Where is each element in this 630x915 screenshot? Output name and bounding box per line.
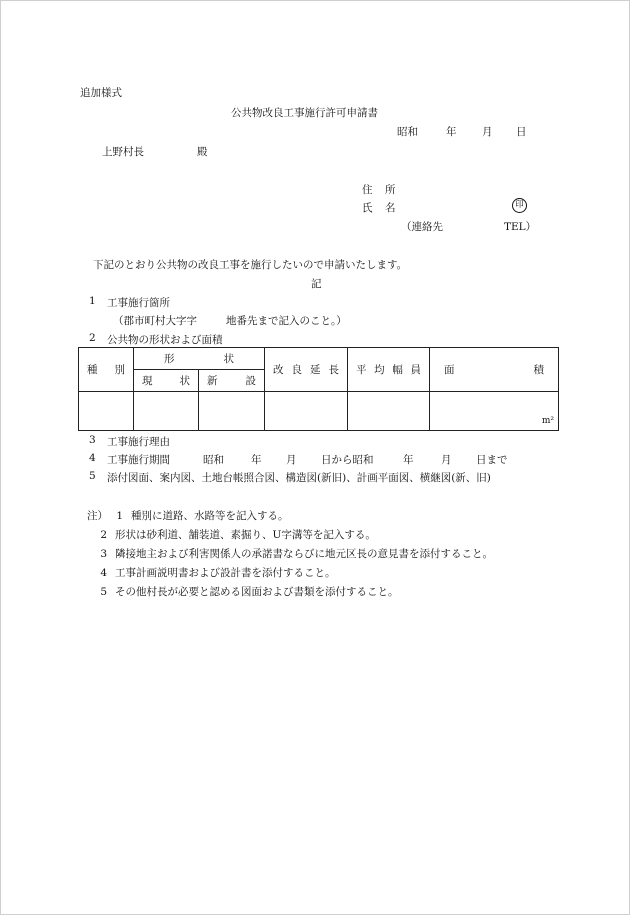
cell-extension[interactable] (265, 392, 348, 431)
address-label-2: 所 (385, 184, 396, 196)
area-unit: m² (541, 416, 554, 426)
intro-sentence: 下記のとおり公共物の改良工事を施行したいので申請いたします。 (93, 259, 408, 271)
item-3-num: 3 (89, 434, 96, 446)
item-3-label: 工事施行理由 (107, 436, 170, 448)
tel-label: TEL） (504, 221, 537, 233)
note-4: 4 工事計画説明書および設計書を添付すること。 (100, 567, 336, 579)
shape-area-table (78, 347, 559, 431)
cell-new[interactable] (199, 392, 265, 431)
contact-label: （連絡先 (401, 221, 443, 233)
item-4-era: 昭和 (203, 454, 224, 466)
date-year: 年 (446, 126, 457, 138)
item-2-label: 公共物の形状および面積 (107, 334, 223, 346)
header-area: 面 積 (430, 348, 559, 392)
addressee-name: 上野村長 (102, 146, 144, 158)
note-2: 2 形状は砂利道、舗装道、素掘り、U字溝等を記入する。 (100, 529, 376, 541)
addressee-honorific: 殿 (197, 146, 208, 158)
name-label-2: 名 (385, 202, 396, 214)
item-4-from-day: 日から昭和 (321, 454, 374, 466)
header-current: 現 状 (134, 370, 199, 392)
notes-prefix: 注） (87, 510, 108, 522)
item-1-sub1: （郡市町村大字字 (113, 315, 197, 327)
date-month: 月 (482, 126, 493, 138)
cell-type[interactable] (79, 392, 134, 431)
item-5-label: 添付図面、案内図、土地台帳照合図、構造図(新旧)、計画平面図、横継図(新、旧) (107, 472, 491, 484)
item-4-label: 工事施行期間 (107, 454, 170, 466)
cell-area[interactable] (430, 392, 559, 431)
item-1-label: 工事施行箇所 (107, 297, 170, 309)
header-new: 新 設 (199, 370, 265, 392)
form-label: 追加様式 (80, 87, 122, 99)
item-4-num: 4 (89, 452, 96, 464)
item-5-num: 5 (89, 470, 96, 482)
header-extension: 改 良 延 長 (265, 348, 348, 392)
header-shape: 形 状 (134, 348, 265, 370)
header-average-width: 平 均 幅 員 (348, 348, 430, 392)
form-title: 公共物改良工事施行許可申請書 (231, 107, 378, 119)
header-type: 種 別 (79, 348, 134, 392)
address-label-1: 住 (362, 184, 373, 196)
note-3: 3 隣接地主および利害関係人の承諾書ならびに地元区長の意見書を添付すること。 (100, 548, 493, 560)
cell-average-width[interactable] (348, 392, 430, 431)
seal-icon: 印 (512, 198, 527, 213)
item-1-sub2: 地番先まで記入のこと。） (226, 315, 347, 327)
item-2-num: 2 (89, 332, 96, 344)
item-4-month: 月 (286, 454, 297, 466)
note-5: 5 その他村長が必要と認める図面および書類を添付すること。 (100, 586, 399, 598)
item-4-to-month: 月 (441, 454, 452, 466)
note-1: 1 種別に道路、水路等を記入する。 (116, 510, 289, 522)
cell-current[interactable] (134, 392, 199, 431)
date-era: 昭和 (397, 126, 418, 138)
date-day: 日 (516, 126, 527, 138)
name-label-1: 氏 (362, 202, 373, 214)
item-4-to-day: 日まで (476, 454, 508, 466)
item-4-year: 年 (251, 454, 262, 466)
item-4-to-year: 年 (403, 454, 414, 466)
ki-heading: 記 (311, 278, 322, 290)
item-1-num: 1 (89, 295, 96, 307)
